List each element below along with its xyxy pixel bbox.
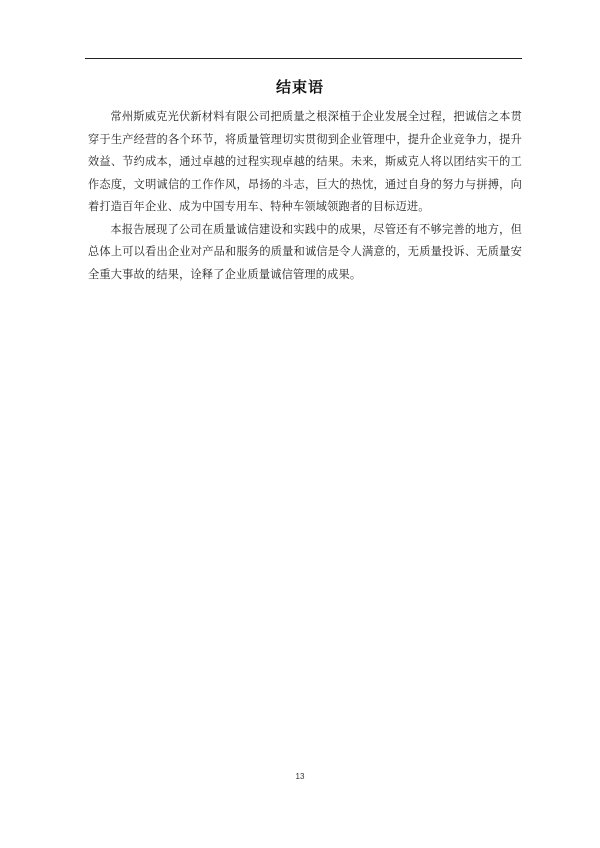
body-text: [88, 106, 522, 286]
paragraph-2: 本报告展现了公司在质量诚信建设和实践中的成果，尽管还有不够完善的地方，但总体上可以看出企业对产品和服务的质量和诚信是令人满意的，无质量投诉、无质量安全重大事故的结果，诠释了企业质量诚信管理的成果。: [88, 222, 522, 281]
header-rule: [85, 58, 522, 59]
page-number: 13: [295, 772, 305, 781]
paragraph-1: 常州斯威克光伏新材料有限公司把质量之根深植于企业发展全过程，把诚信之本贯穿于生产经营的各个环节，将质量管理切实贯彻到企业管理中，提升企业竞争力，提升效益、节约成本，通过卓越的过程实现卓越的结果。未来，斯威克人将以团结实干的工作态度，文明诚信的工作作风，昂扬的斗志，巨大的热忱，通过自身的努力与拼搏，向着打造百年企业、成为中国专用车、特种车领域领跑者的目标迈进。: [88, 110, 522, 213]
page-title: 结束语: [275, 78, 324, 96]
